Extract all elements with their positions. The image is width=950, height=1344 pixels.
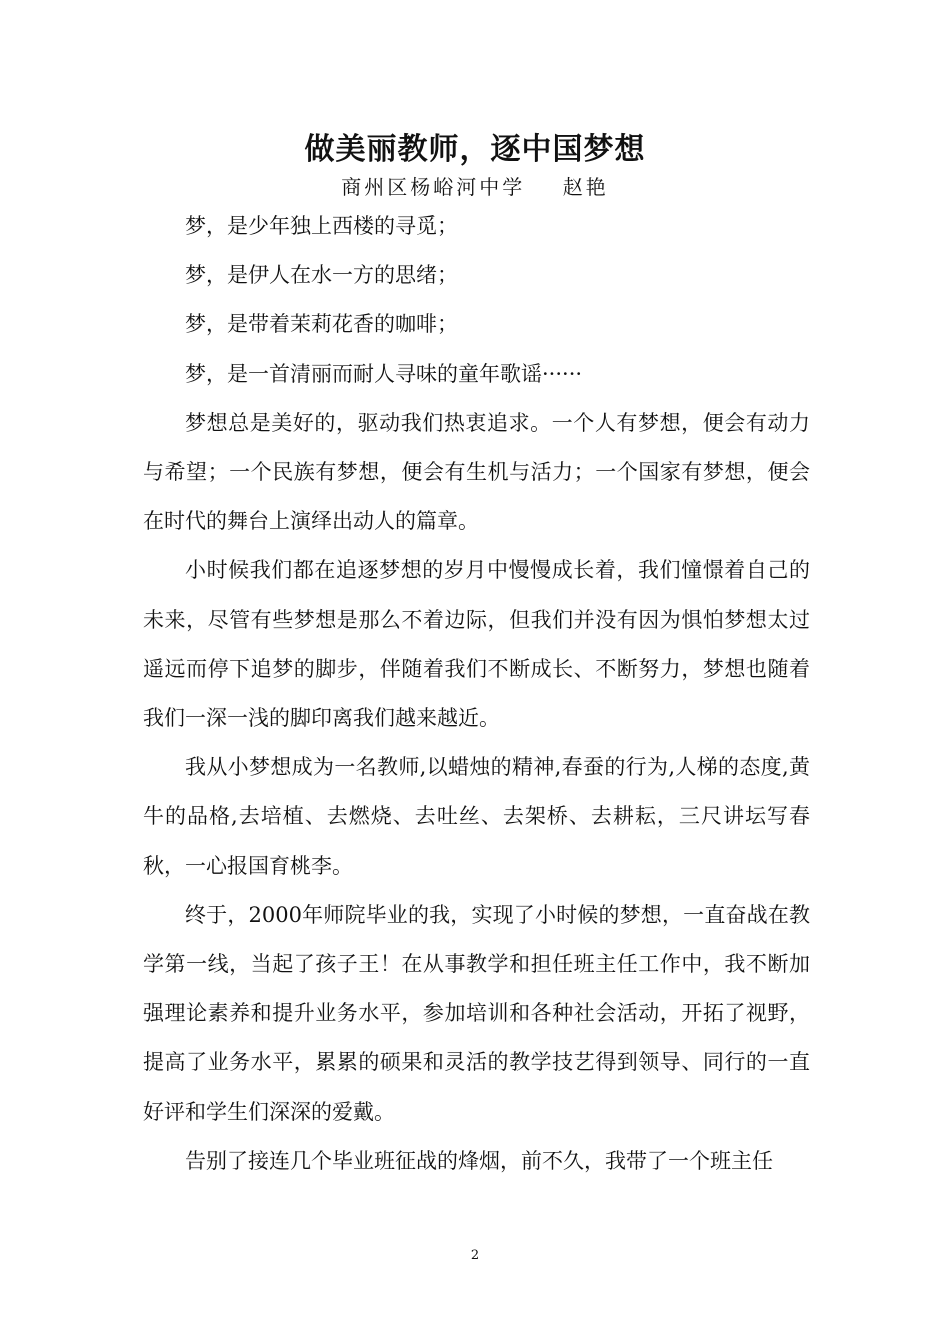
paragraph: 终于，2000年师院毕业的我，实现了小时候的梦想，一直奋战在教学第一线，当起了孩子王！在从事教学和担任班主任工作中，我不断加强理论素养和提升业务水平，参加培训和各种社会活动，开拓了视野，提高了业务水平，累累的硕果和灵活的教学技艺得到领导、同行的一直好评和学生们深深的爱戴。 [143, 902, 810, 1124]
author-byline: 商州区杨峪河中学 赵艳 [341, 175, 609, 199]
paragraph: 梦，是伊人在水一方的思绪； [185, 263, 458, 288]
paragraph: 我从小梦想成为一名教师,以蜡烛的精神,春蚕的行为,人梯的态度,黄牛的品格,去培植、去燃烧、去吐丝、去架桥、去耕耘，三尺讲坛写春秋，一心报国育桃李。 [143, 755, 810, 878]
paragraph: 梦，是一首清丽而耐人寻味的童年歌谣······ [185, 361, 583, 386]
page-number: 2 [470, 1248, 480, 1263]
paragraph: 小时候我们都在追逐梦想的岁月中慢慢成长着，我们憧憬着自己的未来，尽管有些梦想是那么不着边际，但我们并没有因为惧怕梦想太过遥远而停下追梦的脚步，伴随着我们不断成长、不断努力，梦想也随着我们一深一浅的脚印离我们越来越近。 [143, 558, 810, 731]
paragraph: 梦，是带着茉莉花香的咖啡； [185, 312, 458, 337]
document-body [143, 202, 810, 1186]
paragraph: 告别了接连几个毕业班征战的烽烟，前不久，我带了一个班主任 [185, 1148, 773, 1173]
paragraph: 梦想总是美好的，驱动我们热衷追求。一个人有梦想，便会有动力与希望；一个民族有梦想，便会有生机与活力；一个国家有梦想，便会在时代的舞台上演绎出动人的篇章。 [143, 410, 810, 534]
paragraph: 梦，是少年独上西楼的寻觅； [185, 214, 458, 238]
document-title: 做美丽教师，逐中国梦想 [304, 132, 646, 167]
